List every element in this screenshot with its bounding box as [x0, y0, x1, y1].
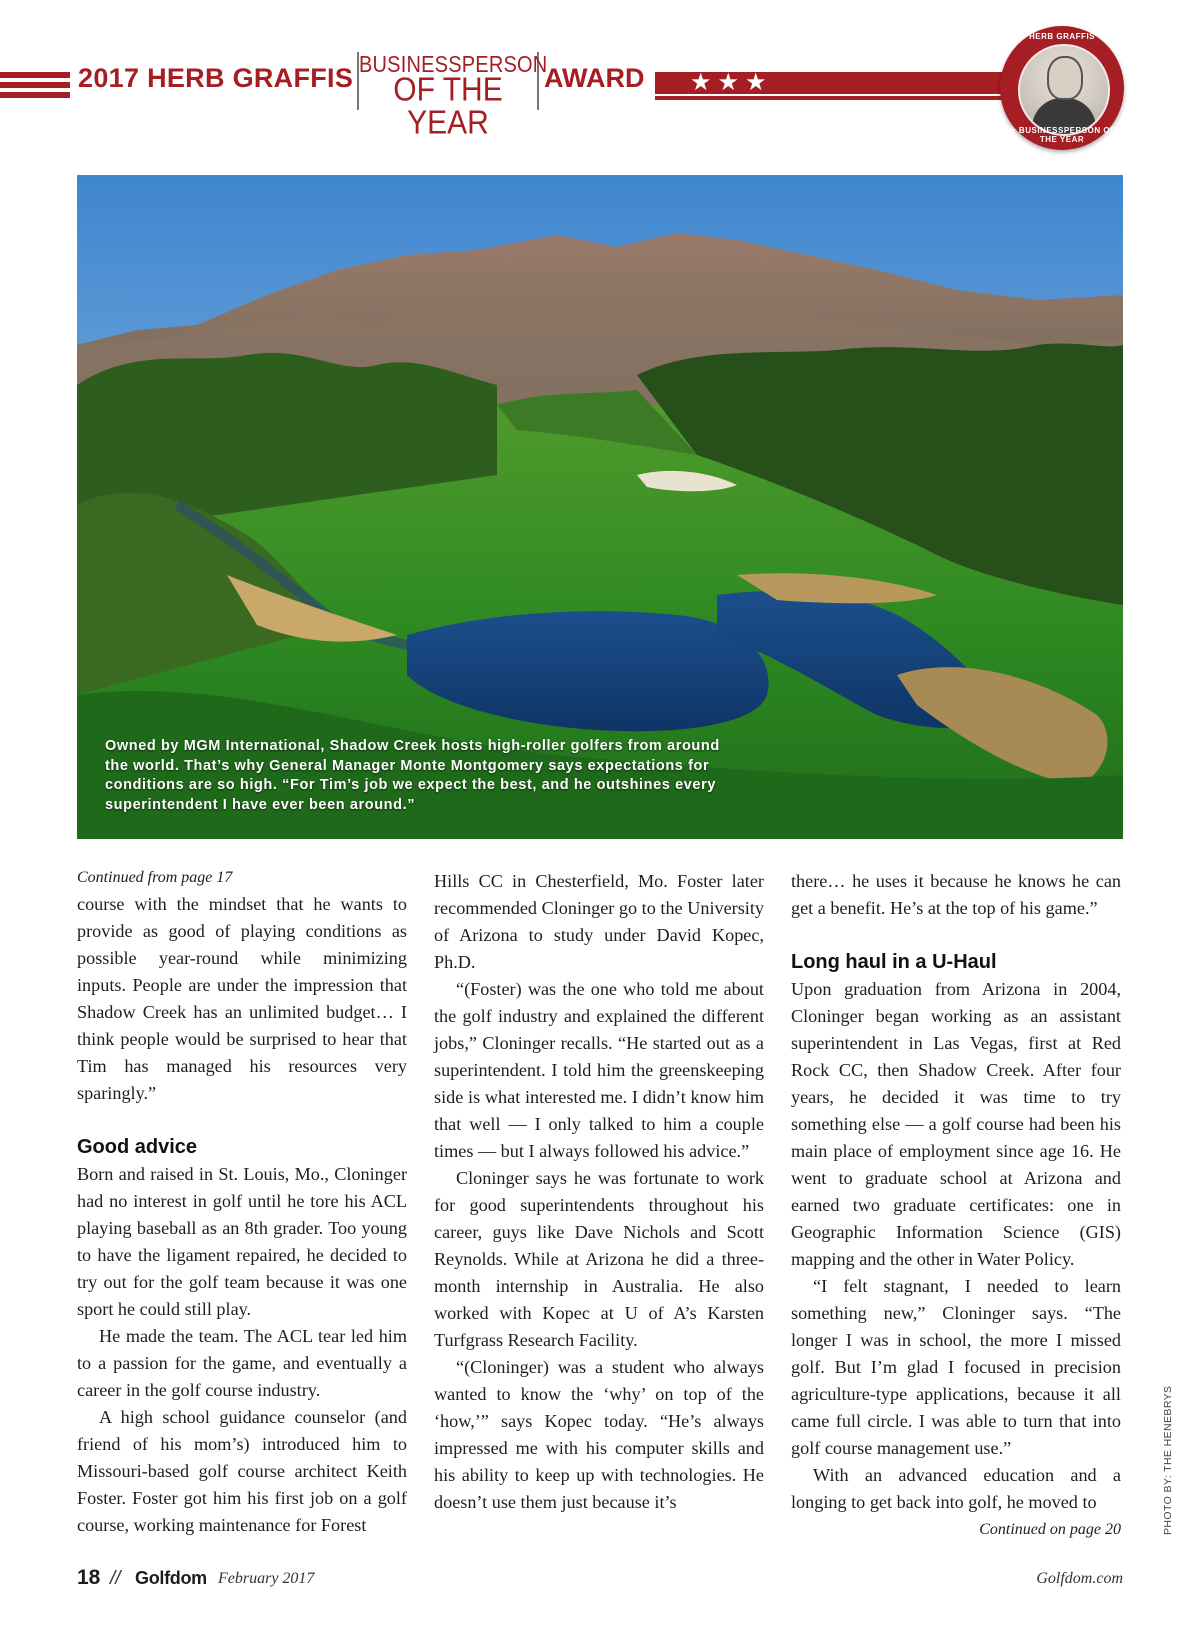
magazine-brand: Golfdom	[135, 1568, 207, 1588]
article-column-1	[77, 868, 407, 1539]
paragraph: Cloninger says he was fortunate to work for good superintendents throughout his career, guys like Dave Nichols and Scott Reynolds. While at Arizona he did a three-month internship in Australia. He also worked with Kopec at U of A’s Karsten Turfgrass Research Facility.	[434, 1168, 764, 1350]
award-title-right: AWARD	[544, 63, 645, 93]
award-header	[0, 0, 1200, 170]
paragraph: Born and raised in St. Louis, Mo., Cloninger had no interest in golf until he tore his ACL playing baseball as an 8th grader. Too young to have the ligament repaired, he decided to try out for the golf team because it was one sport he could still play.	[77, 1164, 407, 1319]
paragraph: He made the team. The ACL tear led him to a passion for the game, and eventually a career in the golf course industry.	[77, 1326, 407, 1400]
page-number: 18	[77, 1566, 101, 1589]
golf-course-photo	[77, 175, 1123, 839]
badge-bottom-text: ★ BUSINESSPERSON OF THE YEAR	[1008, 126, 1116, 144]
paragraph: there… he uses it because he knows he can get a benefit. He’s at the top of his game.”	[791, 871, 1121, 918]
award-title-box	[357, 52, 548, 142]
issue-date: February 2017	[218, 1570, 315, 1587]
award-box-line1: BUSINESSPERSON	[359, 52, 548, 78]
photo-credit: PHOTO BY: THE HENEBRYS	[1162, 1385, 1174, 1535]
article-column-2	[434, 868, 764, 1516]
paragraph: With an advanced education and a longing to get back into golf, he moved to	[791, 1465, 1121, 1512]
stars-icon: ★★★	[690, 68, 773, 96]
badge-top-text: HERB GRAFFIS	[1029, 32, 1095, 41]
page-footer	[77, 1566, 1123, 1596]
portrait-icon	[1018, 44, 1110, 136]
article-column-3	[791, 868, 1121, 1543]
paragraph: course with the mindset that he wants to provide as good of playing conditions as possible year-round while minimizing inputs. People are under the impression that Shadow Creek has an unlimited budget… I think people would be surprised to hear that Tim has managed his resources very sparingly.”	[77, 894, 407, 1103]
section-heading: Long haul in a U-Haul	[791, 951, 997, 973]
award-box-line2: OF THE YEAR	[393, 71, 503, 142]
paragraph: A high school guidance counselor (and friend of his mom’s) introduced him to Missouri-based golf course architect Keith Foster. Foster got him his first job on a golf course, working maintenance for Forest	[77, 1407, 407, 1535]
paragraph: “(Cloninger) was a student who always wanted to know the ‘why’ on top of the ‘how,’” says Kopec today. “He’s always impressed me with his computer skills and his ability to keep up with technologies. He doesn’t use them just because it’s	[434, 1357, 764, 1512]
paragraph: Hills CC in Chesterfield, Mo. Foster later recommended Cloninger go to the University of Arizona to study under David Kopec, Ph.D.	[434, 871, 764, 972]
header-stripe	[0, 72, 70, 78]
section-heading: Good advice	[77, 1136, 198, 1158]
award-title-left: 2017 HERB GRAFFIS	[78, 63, 354, 93]
header-stripe	[0, 82, 70, 88]
paragraph: “(Foster) was the one who told me about the golf industry and explained the different jobs,” Cloninger recalls. “He started out as a superintendent. I told him the greenskeeping side is what interested me. I didn’t know him that well — I only talked to him a couple times — but I always followed his advice.”	[434, 979, 764, 1161]
continued-on: Continued on page 20	[979, 1521, 1121, 1538]
photo-caption: Owned by MGM International, Shadow Creek hosts high-roller golfers from around the world. That’s why General Manager Monte Montgomery says expectations for conditions are so high. “For Tim’s job we expect the best, and he outshines every superintendent I have ever been around.”	[105, 738, 720, 813]
header-stripe	[0, 92, 70, 98]
award-seal-badge	[1000, 26, 1124, 150]
continued-from: Continued from page 17	[77, 869, 233, 886]
paragraph: Upon graduation from Arizona in 2004, Cloninger began working as an assistant superintendent in Las Vegas, first at Red Rock CC, then Shadow Creek. After four years, he decided it was time to try something else — a golf course had been his main place of employment since age 16. He went to graduate school at Arizona and earned two graduate certificates: one in Geographic Information Science (GIS) mapping and the other in Water Policy.	[791, 979, 1121, 1269]
footer-separator: //	[110, 1568, 121, 1589]
paragraph: “I felt stagnant, I needed to learn something new,” Cloninger says. “The longer I was in school, the more I missed golf. But I’m glad I focused in precision agriculture-type applications, because it all came full circle. I was able to turn that into golf course management use.”	[791, 1276, 1121, 1458]
website-link[interactable]: Golfdom.com	[1036, 1570, 1123, 1587]
